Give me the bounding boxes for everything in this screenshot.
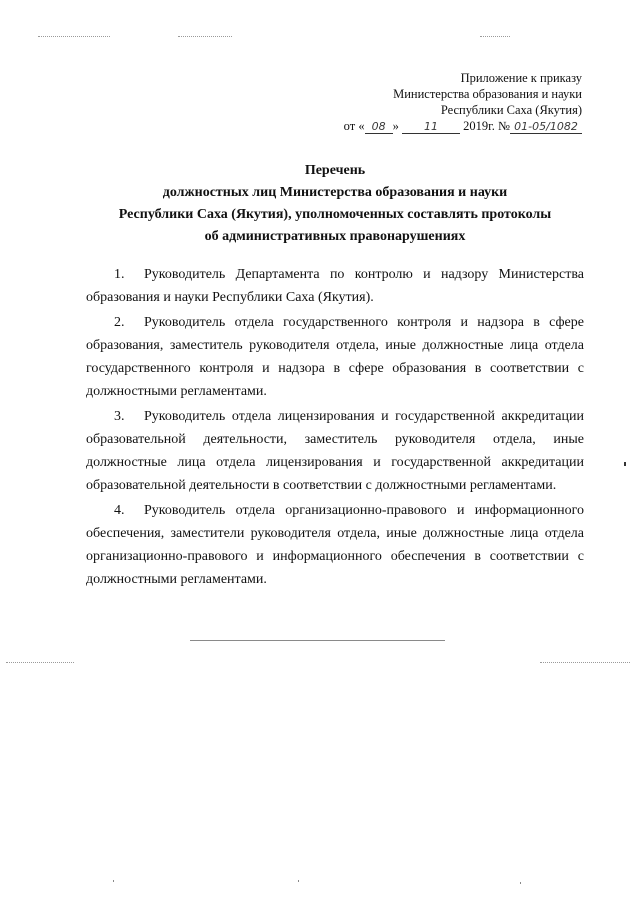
officials-list xyxy=(86,263,584,593)
item-number: 1. xyxy=(114,267,125,282)
order-day-handwritten: 08 xyxy=(365,120,393,134)
scan-speck xyxy=(298,880,299,882)
item-text: Руководитель отдела организационно-правового и информационного обеспечения, заместители руководителя отдела, иные должностные лица отдела организационно-правового и информационного обеспечения в соответствии с должностными регламентами. xyxy=(86,503,584,587)
appendix-header xyxy=(344,70,582,134)
scan-speck xyxy=(624,462,626,466)
list-item xyxy=(86,311,584,403)
scan-artifact-line xyxy=(540,662,630,663)
item-number: 3. xyxy=(114,409,125,424)
scan-artifact-line xyxy=(6,662,74,663)
scan-speck xyxy=(113,880,114,882)
title-line-4: об административных правонарушениях xyxy=(204,229,466,244)
list-item xyxy=(86,405,584,497)
list-item xyxy=(86,499,584,591)
title-line-3: Республики Саха (Якутия), уполномоченных составлять протоколы xyxy=(118,207,552,222)
title-line-2: должностных лиц Министерства образования и науки xyxy=(162,185,508,200)
order-prefix: от « xyxy=(343,119,365,133)
list-item xyxy=(86,263,584,309)
header-line-1: Приложение к приказу xyxy=(460,71,582,85)
order-month-handwritten: 11 xyxy=(402,120,460,134)
item-number: 4. xyxy=(114,503,125,518)
item-text: Руководитель Департамента по контролю и надзору Министерства образования и науки Республики Саха (Якутия). xyxy=(86,267,584,305)
header-line-3: Республики Саха (Якутия) xyxy=(440,103,582,117)
scan-artifact-line xyxy=(38,36,110,37)
scan-artifact-line xyxy=(480,36,510,37)
order-quote-close: » xyxy=(392,119,399,133)
item-number: 2. xyxy=(114,315,125,330)
order-year: 2019г. № xyxy=(463,119,510,133)
scan-speck xyxy=(520,882,521,884)
order-reference xyxy=(344,118,582,134)
end-divider xyxy=(190,640,445,641)
scan-artifact-line xyxy=(178,36,232,37)
title-line-1: Перечень xyxy=(304,163,366,178)
item-text: Руководитель отдела государственного контроля и надзора в сфере образования, заместитель руководителя отдела, иные должностные лица отдела государственного контроля и надзора в сфере образования в соответствии с должностными регламентами. xyxy=(86,315,584,399)
header-line-2: Министерства образования и науки xyxy=(393,87,582,101)
item-text: Руководитель отдела лицензирования и государственной аккредитации образовательной деятельности, заместитель руководителя отдела, иные должностные лица отдела лицензирования и государственной аккредитации образовательной деятельности в соответствии с должностными регламентами. xyxy=(86,409,584,493)
document-title xyxy=(70,160,600,248)
order-number-handwritten: 01-05/1082 xyxy=(510,120,582,134)
